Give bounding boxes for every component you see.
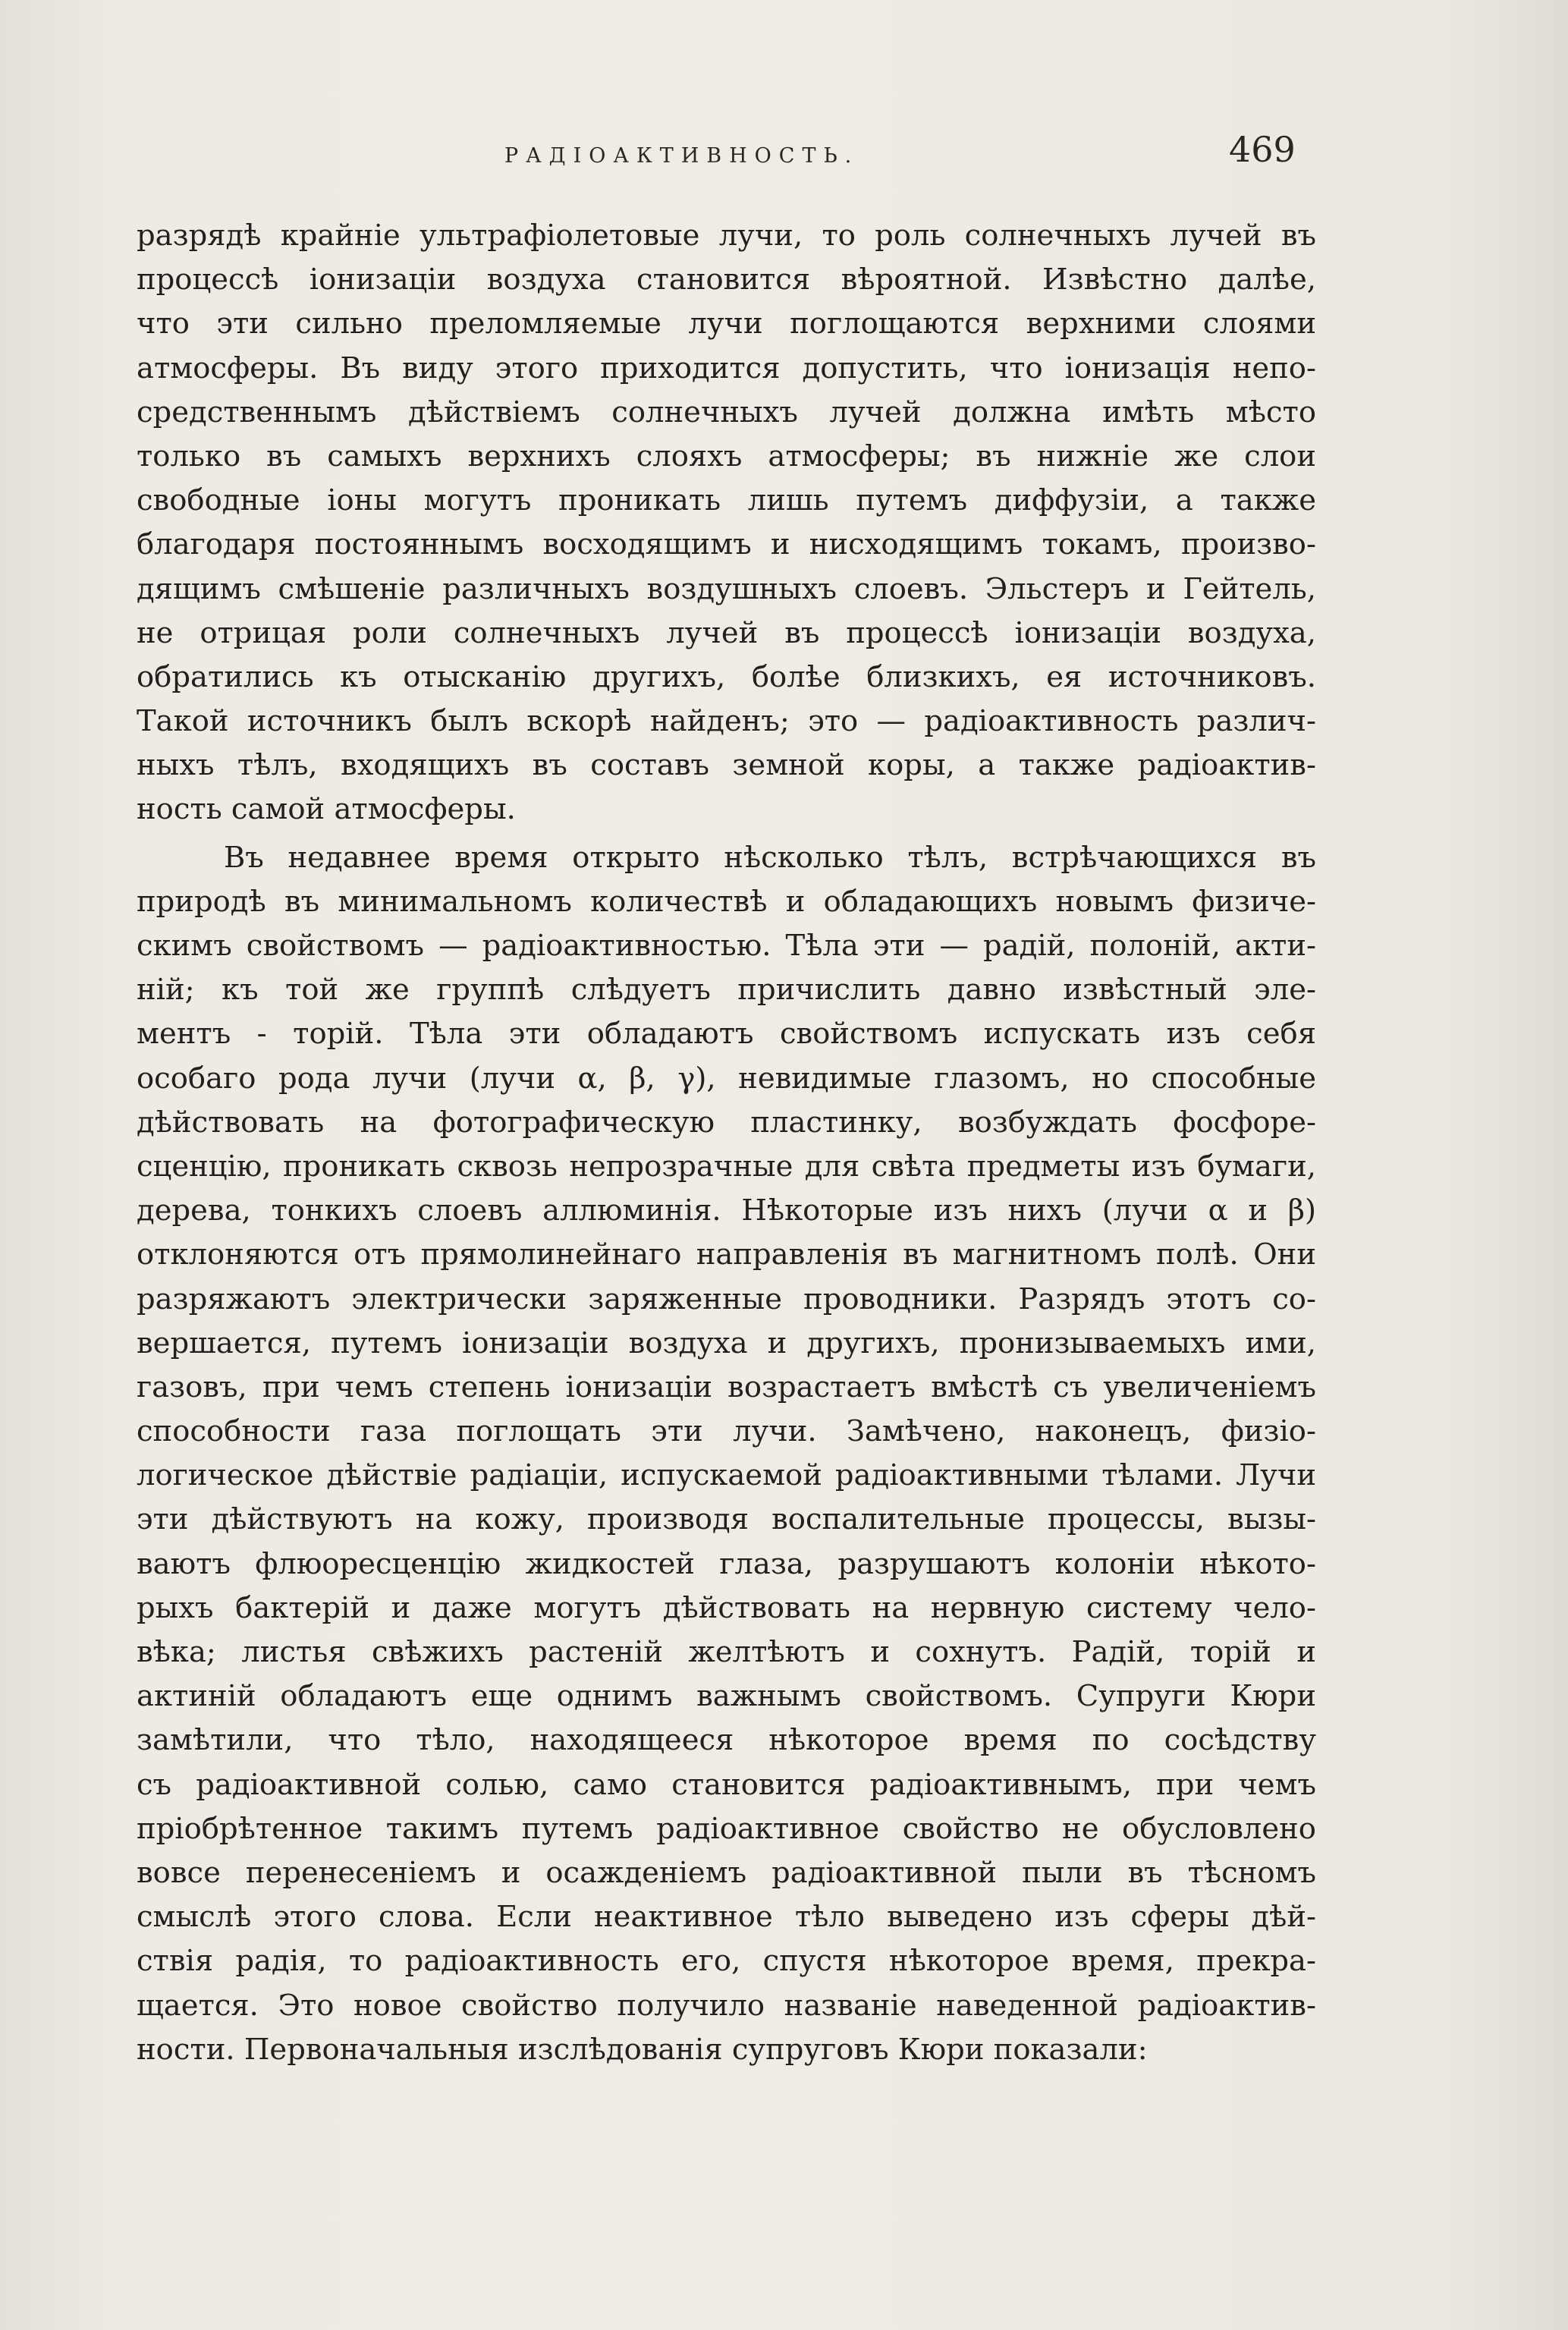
text-line: сценцію, проникать сквозь непрозрачные для свѣта предметы изъ бумаги, xyxy=(137,1149,1316,1184)
text-line: логическое дѣйствіе радіаціи, испускаемой радіоактивными тѣлами. Лучи xyxy=(137,1458,1316,1493)
text-line: актиній обладаютъ еще однимъ важнымъ свойствомъ. Супруги Кюри xyxy=(137,1679,1316,1714)
text-line: щается. Это новое свойство получило названіе наведенной радіоактив- xyxy=(137,1988,1316,2023)
text-line: не отрицая роли солнечныхъ лучей въ процессѣ іонизаціи воздуха, xyxy=(137,615,1316,650)
text-line: разряжаютъ электрически заряженные проводники. Разрядъ этотъ со- xyxy=(137,1281,1316,1316)
text-line: эти дѣйствуютъ на кожу, производя воспалительные процессы, вызы- xyxy=(137,1502,1316,1537)
running-head: РАДІОАКТИВНОСТЬ. xyxy=(504,144,859,168)
text-line: ныхъ тѣлъ, входящихъ въ составъ земной коры, а также радіоактив- xyxy=(137,748,1316,783)
text-line: ментъ - торій. Тѣла эти обладаютъ свойствомъ испускать изъ себя xyxy=(137,1017,1316,1052)
text-line: атмосферы. Въ виду этого приходится допустить, что іонизація непо- xyxy=(137,351,1316,385)
text-line: природѣ въ минимальномъ количествѣ и обладающихъ новымъ физиче- xyxy=(137,884,1316,919)
text-line: съ радіоактивной солью, само становится радіоактивнымъ, при чемъ xyxy=(137,1767,1316,1802)
text-line: дѣйствовать на фотографическую пластинку, возбуждать фосфоре- xyxy=(137,1105,1316,1140)
body-text xyxy=(137,214,1316,2072)
text-line: отклоняются отъ прямолинейнаго направленія въ магнитномъ полѣ. Они xyxy=(137,1237,1316,1272)
text-line: рыхъ бактерій и даже могутъ дѣйствовать на нервную систему чело- xyxy=(137,1590,1316,1625)
text-line: пріобрѣтенное такимъ путемъ радіоактивное свойство не обусловлено xyxy=(137,1811,1316,1846)
text-line: замѣтили, что тѣло, находящееся нѣкоторое время по сосѣдству xyxy=(137,1723,1316,1758)
text-line: ствія радія, то радіоактивность его, спустя нѣкоторое время, прекра- xyxy=(137,1944,1316,1979)
text-line: скимъ свойствомъ — радіоактивностью. Тѣла эти — радій, полоній, акти- xyxy=(137,929,1316,963)
text-line: газовъ, при чемъ степень іонизаціи возрастаетъ вмѣстѣ съ увеличеніемъ xyxy=(137,1369,1316,1404)
text-line: Такой источникъ былъ вскорѣ найденъ; это — радіоактивность различ- xyxy=(137,704,1316,739)
text-line: вѣка; листья свѣжихъ растеній желтѣютъ и сохнутъ. Радій, торій и xyxy=(137,1635,1316,1669)
text-line: смыслѣ этого слова. Если неактивное тѣло выведено изъ сферы дѣй- xyxy=(137,1900,1316,1935)
text-line: свободные іоны могутъ проникать лишь путемъ диффузіи, а также xyxy=(137,483,1316,518)
text-line: обратились къ отысканію другихъ, болѣе близкихъ, ея источниковъ. xyxy=(137,659,1316,694)
page-number: 469 xyxy=(1229,129,1296,170)
text-line: ній; къ той же группѣ слѣдуетъ причислить давно извѣстный эле- xyxy=(137,973,1316,1008)
text-line: вершается, путемъ іонизаціи воздуха и другихъ, пронизываемыхъ ими, xyxy=(137,1325,1316,1360)
text-line: ваютъ флюоресценцію жидкостей глаза, разрушаютъ колоніи нѣкото- xyxy=(137,1546,1316,1581)
text-line: особаго рода лучи (лучи α, β, γ), невидимые глазомъ, но способные xyxy=(137,1061,1316,1096)
paragraph-1 xyxy=(137,214,1316,832)
text-line: вовсе перенесеніемъ и осажденіемъ радіоактивной пыли въ тѣсномъ xyxy=(137,1855,1316,1890)
text-line: ности. Первоначальныя изслѣдованія супруговъ Кюри показали: xyxy=(137,2032,1148,2067)
text-line: способности газа поглощать эти лучи. Замѣчено, наконецъ, физіо- xyxy=(137,1414,1316,1449)
text-line: разрядѣ крайніе ультрафіолетовые лучи, то роль солнечныхъ лучей въ xyxy=(137,219,1316,253)
paragraph-2 xyxy=(137,836,1316,2072)
text-line: дерева, тонкихъ слоевъ аллюминія. Нѣкоторые изъ нихъ (лучи α и β) xyxy=(137,1193,1316,1228)
text-line: благодаря постояннымъ восходящимъ и нисходящимъ токамъ, произво- xyxy=(137,527,1316,562)
text-line: средственнымъ дѣйствіемъ солнечныхъ лучей должна имѣть мѣсто xyxy=(137,395,1316,429)
text-line: ность самой атмосферы. xyxy=(137,792,516,827)
text-line: Въ недавнее время открыто нѣсколько тѣлъ, встрѣчающихся въ xyxy=(224,840,1316,875)
text-line: что эти сильно преломляемые лучи поглощаются верхними слоями xyxy=(137,307,1316,341)
text-line: дящимъ смѣшеніе различныхъ воздушныхъ слоевъ. Эльстеръ и Гейтель, xyxy=(137,571,1316,606)
text-line: только въ самыхъ верхнихъ слояхъ атмосферы; въ нижніе же слои xyxy=(137,439,1316,473)
text-line: процессѣ іонизаціи воздуха становится вѣроятной. Извѣстно далѣе, xyxy=(137,263,1316,297)
